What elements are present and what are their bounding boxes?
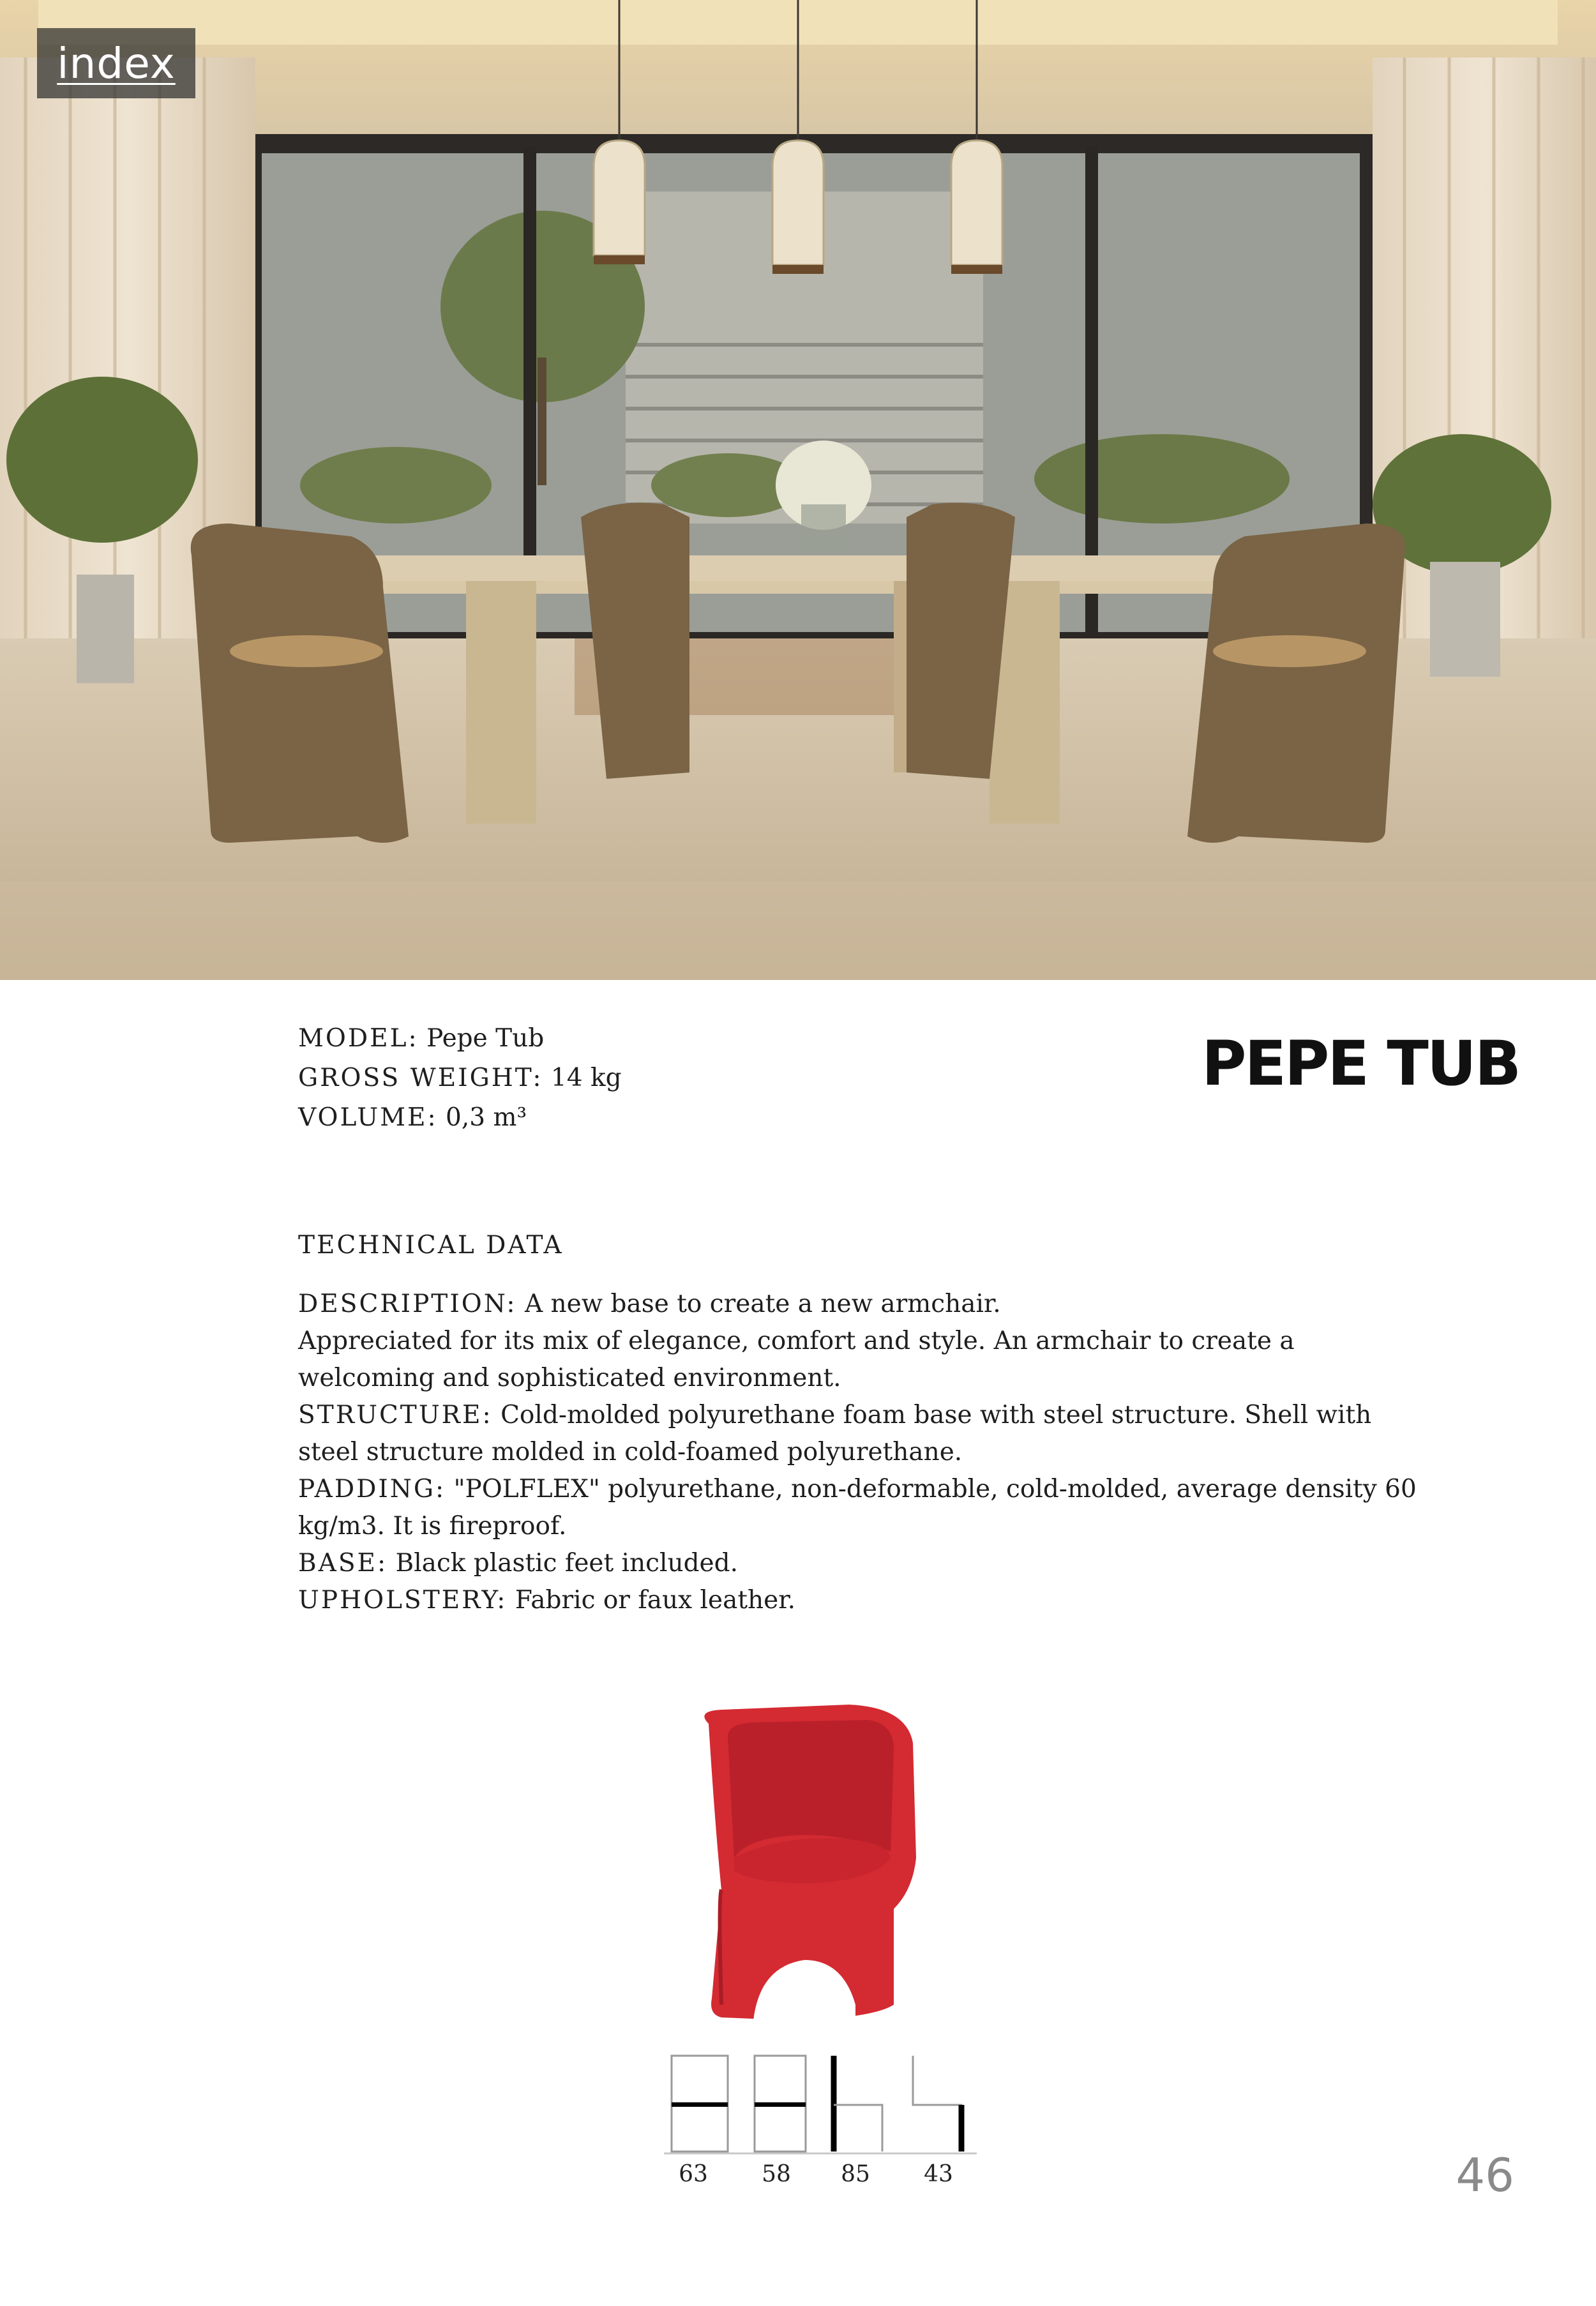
description-line [298,1286,1434,1323]
product-title: PEPE TUB [1201,1028,1519,1099]
index-link-label[interactable]: index [57,38,176,88]
dimension-icons [664,2046,983,2174]
description-label: DESCRIPTION: [298,1290,517,1318]
padding-label: PADDING: [298,1475,446,1503]
structure-label: STRUCTURE: [298,1401,493,1429]
model-label: MODEL: [298,1024,419,1053]
index-link[interactable] [37,28,195,98]
upholstery-label: UPHOLSTERY: [298,1586,508,1615]
structure-line [298,1397,1434,1471]
volume-value: 0,3 m³ [437,1103,527,1132]
dimension-height-value: 85 [841,2161,870,2187]
dining-room-illustration [0,0,1596,980]
base-label: BASE: [298,1549,388,1578]
red-armchair-illustration [683,1698,938,2030]
padding-line [298,1471,1434,1545]
volume-line [298,1098,1447,1138]
base-line [298,1545,1434,1582]
weight-value: 14 kg [543,1064,622,1092]
model-value: Pepe Tub [418,1024,545,1053]
base-value: Black plastic feet included. [388,1549,738,1578]
dimension-depth-value: 58 [762,2161,791,2187]
page-number: 46 [1456,2148,1514,2202]
dimension-seat-height-value: 43 [924,2161,953,2187]
padding-value: "POLFLEX" polyurethane, non-deformable, cold-molded, average density 60 kg/m3. It is fireproof. [298,1475,1417,1541]
description-more: Appreciated for its mix of elegance, comfort and style. An armchair to create a welcoming and sophisticated environment. [298,1327,1295,1392]
upholstery-value: Fabric or faux leather. [507,1586,795,1615]
dimension-height-icon [834,2056,882,2152]
upholstery-line [298,1582,1434,1619]
description-value: A new base to create a new armchair. [516,1290,1001,1318]
technical-data-heading: TECHNICAL DATA [298,1231,564,1260]
dimension-width-icon [672,2056,728,2152]
weight-label: GROSS WEIGHT: [298,1064,543,1092]
dimension-depth-icon [755,2056,806,2152]
volume-label: VOLUME: [298,1103,438,1132]
dimension-width-value: 63 [679,2161,708,2187]
product-photo-red-armchair [683,1698,938,2030]
structure-value: Cold-molded polyurethane foam base with steel structure. Shell with steel structure molded in cold-foamed polyurethane. [298,1401,1372,1466]
technical-data-body [298,1286,1434,1619]
dimension-seat-height-icon [913,2056,961,2152]
hero-photo [0,0,1596,980]
